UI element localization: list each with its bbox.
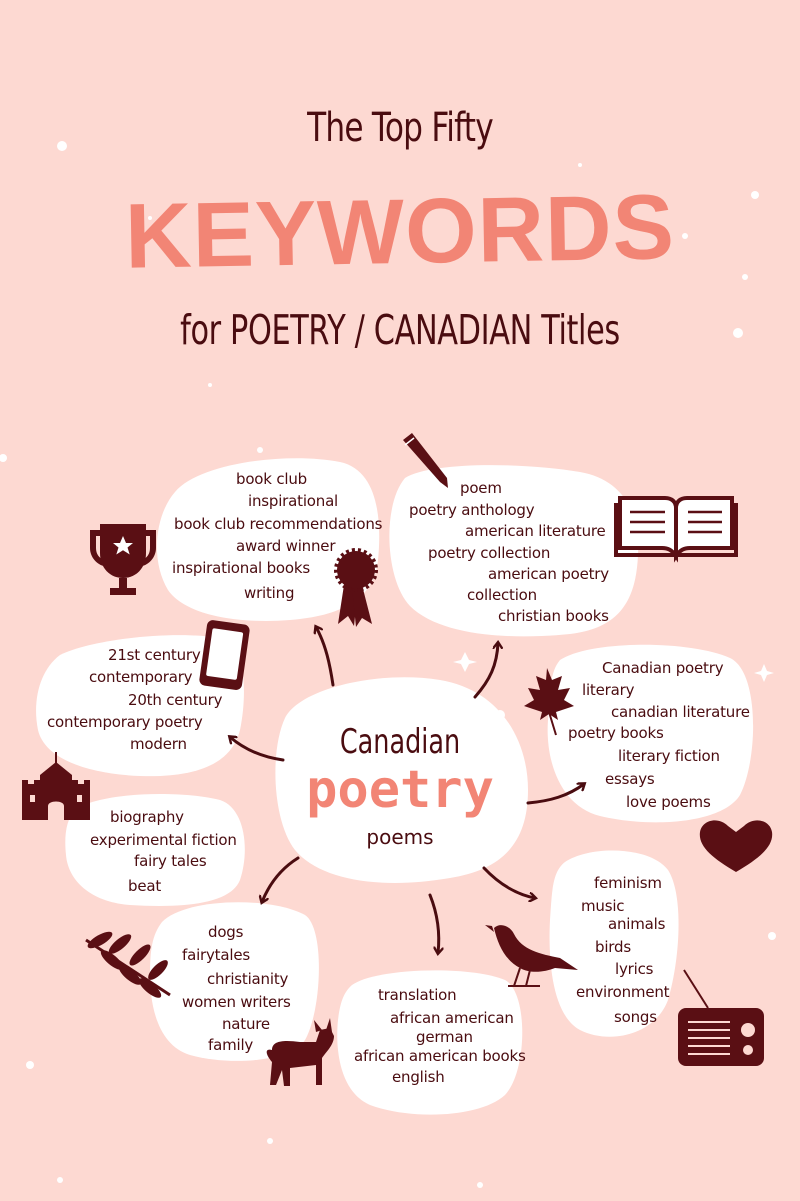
keyword: fairytales <box>182 946 250 964</box>
open-book-icon <box>616 498 736 556</box>
keyword: dogs <box>208 923 244 941</box>
keyword: beat <box>128 877 162 895</box>
arrow-modern <box>230 737 283 760</box>
keyword: contemporary poetry <box>47 713 203 731</box>
smartphone-icon <box>199 619 251 690</box>
keyword: poem <box>460 479 502 497</box>
keyword: canadian literature <box>611 703 750 721</box>
keyword: christian books <box>498 607 609 625</box>
keyword: inspirational books <box>172 559 310 577</box>
keyword: african american books <box>354 1047 526 1065</box>
keyword: christianity <box>207 970 289 988</box>
keyword: lyrics <box>615 960 654 978</box>
keyword: environment <box>576 983 670 1001</box>
trophy-icon <box>90 524 156 595</box>
radio-icon <box>678 970 764 1066</box>
arrow-writing <box>475 643 498 697</box>
center-label-poetry: poetry <box>306 760 494 820</box>
keyword: 21st century <box>108 646 201 664</box>
keyword: nature <box>222 1015 270 1033</box>
keyword: translation <box>378 986 457 1004</box>
sparkle-icon-2 <box>754 664 774 682</box>
heart-icon <box>700 820 772 872</box>
title-subtitle: for POETRY / CANADIAN Titles <box>180 306 620 354</box>
keyword: women writers <box>182 993 291 1011</box>
keyword: literary fiction <box>618 747 720 765</box>
keyword: american poetry <box>488 565 609 583</box>
keyword: african american <box>390 1009 514 1027</box>
keyword: fairy tales <box>134 852 207 870</box>
keyword: essays <box>605 770 655 788</box>
arrow-culture <box>430 895 439 953</box>
arrow-history <box>262 858 298 902</box>
title-line-1: The Top Fifty <box>307 105 493 151</box>
title-keywords: KEYWORDS <box>124 176 676 288</box>
keyword: poetry collection <box>428 544 551 562</box>
keyword: poetry anthology <box>409 501 535 519</box>
keyword: american literature <box>465 522 606 540</box>
keyword: experimental fiction <box>90 831 237 849</box>
keyword: Canadian poetry <box>602 659 724 677</box>
keyword: writing <box>244 584 295 602</box>
keyword: book club recommendations <box>174 515 383 533</box>
keyword: contemporary <box>89 668 193 686</box>
keyword: poetry books <box>568 724 664 742</box>
keyword: songs <box>614 1008 657 1026</box>
arrow-awards <box>316 627 333 685</box>
arrow-themes <box>484 868 535 898</box>
keyword: literary <box>582 681 635 699</box>
keyword: modern <box>130 735 187 753</box>
sparkle-icon <box>453 652 477 672</box>
keyword: inspirational <box>248 492 339 510</box>
center-label-canadian: Canadian <box>339 722 461 762</box>
keyword: collection <box>467 586 537 604</box>
keyword: german <box>416 1028 473 1046</box>
keyword: love poems <box>626 793 711 811</box>
keyword: feminism <box>594 874 662 892</box>
keyword: award winner <box>236 537 336 555</box>
keyword: english <box>392 1068 445 1086</box>
center-label-poems: poems <box>366 825 434 849</box>
keyword: music <box>581 897 625 915</box>
keyword: family <box>208 1036 254 1054</box>
keyword: 20th century <box>128 691 223 709</box>
keyword: animals <box>608 915 666 933</box>
keyword: book club <box>236 470 307 488</box>
keyword: birds <box>595 938 631 956</box>
keyword: biography <box>110 808 184 826</box>
